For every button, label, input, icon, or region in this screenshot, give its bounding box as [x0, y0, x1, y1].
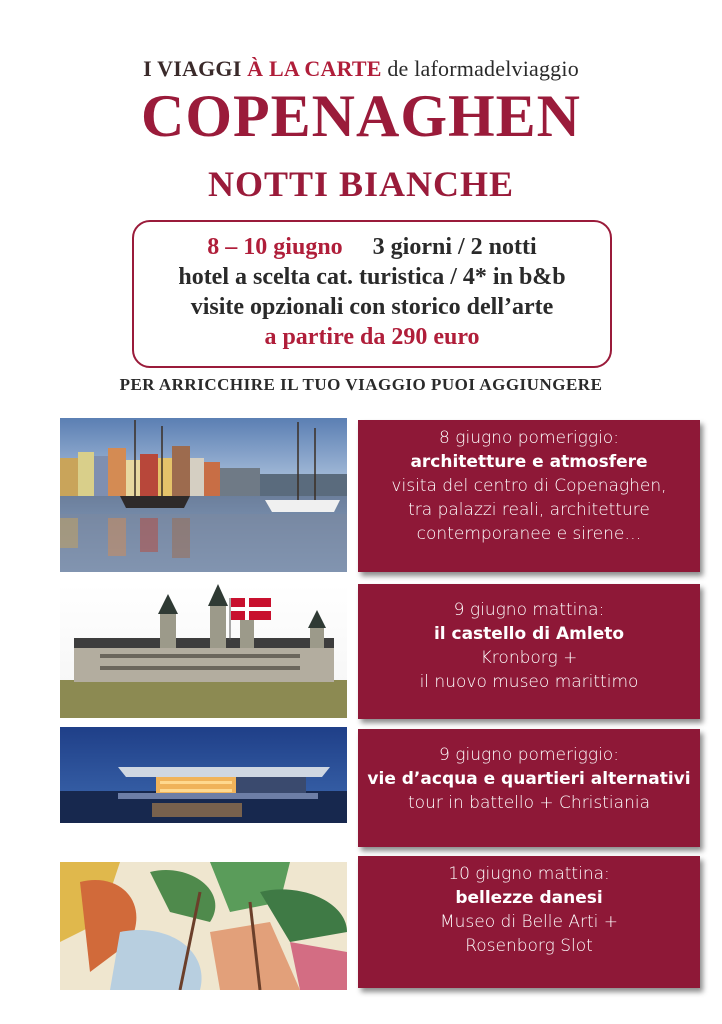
card-line: tour in battello + Christiania [408, 793, 650, 813]
opera-house-photo [60, 727, 347, 823]
excursion-card-1[interactable] [358, 420, 700, 572]
header-prefix: I VIAGGI [143, 56, 242, 81]
header-line [0, 56, 722, 82]
excursion-card-2[interactable] [358, 584, 700, 719]
trip-visits: visite opzionali con storico dell’arte [190, 294, 554, 320]
card-when: 9 giugno pomeriggio: [439, 745, 619, 765]
trip-dates-row [134, 232, 610, 262]
card-title: il castello di Amleto [433, 624, 625, 644]
card-line: contemporanee e sirene… [416, 524, 642, 544]
header-accent: À LA CARTE [247, 56, 382, 81]
excursion-card-3[interactable] [358, 729, 700, 847]
card-title: bellezze danesi [455, 888, 603, 908]
card-when: 10 giugno mattina: [448, 864, 610, 884]
header-suffix: de laformadelviaggio [387, 56, 579, 81]
card-line: tra palazzi reali, architetture [408, 500, 650, 520]
section-heading: PER ARRICCHIRE IL TUO VIAGGIO PUOI AGGIUNGERE [119, 375, 603, 394]
page-title: COPENAGHEN [140, 83, 582, 149]
trip-dates: 8 – 10 giugno [207, 234, 343, 260]
card-line: Museo di Belle Arti + [439, 912, 619, 932]
card-line: Kronborg + [480, 648, 578, 668]
card-title: vie d’acqua e quartieri alternativi [367, 769, 691, 789]
card-line: Rosenborg Slot [465, 936, 593, 956]
trip-hotel: hotel a scelta cat. turistica / 4* in b&b [178, 264, 566, 290]
excursion-card-4[interactable] [358, 856, 700, 988]
trip-price: a partire da 290 euro [264, 324, 480, 350]
trip-duration: 3 giorni / 2 notti [372, 234, 537, 260]
card-line: visita del centro di Copenaghen, [391, 476, 667, 496]
card-when: 8 giugno pomeriggio: [439, 428, 619, 448]
kronborg-photo [60, 584, 347, 718]
nyhavn-photo [60, 418, 347, 572]
painting-photo [60, 862, 347, 990]
card-line: il nuovo museo marittimo [419, 672, 639, 692]
card-title: architetture e atmosfere [410, 452, 648, 472]
card-when: 9 giugno mattina: [453, 600, 605, 620]
page-subtitle: NOTTI BIANCHE [207, 164, 515, 204]
trip-info-box [132, 220, 612, 368]
